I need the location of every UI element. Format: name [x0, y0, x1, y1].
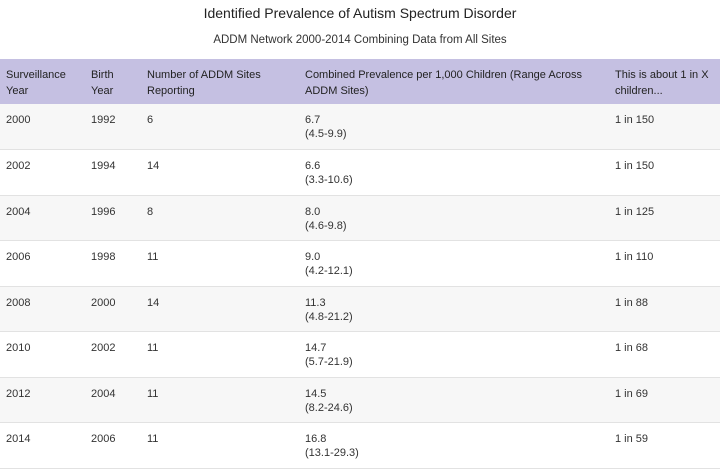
header-one-in-x: This is about 1 in X children... [615, 69, 709, 97]
header-birth-year: Birth Year [91, 69, 114, 97]
header-surveillance-year: Surveillance Year [6, 69, 66, 97]
cell-combined-prevalence [299, 423, 609, 469]
cell-sites-reporting: 11 [147, 387, 159, 400]
prevalence-value: 6.6 [305, 160, 321, 172]
prevalence-range: (3.3-10.6) [305, 174, 353, 186]
cell-one-in-x: 1 in 88 [615, 296, 649, 309]
cell-sites-reporting: 6 [147, 114, 154, 126]
table-row [0, 195, 720, 241]
cell-combined-prevalence [299, 150, 609, 196]
table-row [0, 150, 720, 196]
cell-birth-year: 2002 [91, 342, 116, 354]
prevalence-range: (4.8-21.2) [305, 310, 353, 323]
cell-birth-year: 2000 [91, 296, 116, 309]
cell-one-in-x: 1 in 125 [615, 205, 655, 218]
cell-combined-prevalence [299, 332, 609, 378]
cell-surveillance-year: 2004 [6, 205, 31, 218]
cell-birth-year: 2006 [91, 433, 116, 445]
cell-birth-year: 1992 [91, 114, 116, 126]
cell-combined-prevalence [299, 241, 609, 287]
prevalence-range: (5.7-21.9) [305, 356, 353, 368]
table-row [0, 286, 720, 332]
table-row [0, 241, 720, 287]
cell-sites-reporting: 11 [147, 342, 159, 354]
cell-one-in-x: 1 in 68 [615, 342, 649, 354]
cell-surveillance-year: 2010 [6, 342, 31, 354]
cell-one-in-x: 1 in 59 [615, 433, 649, 445]
cell-surveillance-year: 2014 [6, 433, 31, 445]
table-row [0, 377, 720, 423]
cell-birth-year: 1998 [91, 251, 116, 263]
cell-birth-year: 1996 [91, 205, 116, 218]
cell-surveillance-year: 2008 [6, 296, 31, 309]
table-row [0, 332, 720, 378]
prevalence-value: 14.5 [305, 387, 327, 400]
cell-one-in-x: 1 in 69 [615, 387, 649, 400]
cell-birth-year: 1994 [91, 160, 116, 172]
cell-surveillance-year: 2012 [6, 387, 31, 400]
cell-one-in-x: 1 in 110 [615, 251, 654, 263]
table-title: Identified Prevalence of Autism Spectrum Disorder [203, 5, 517, 21]
prevalence-value: 14.7 [305, 342, 327, 354]
cell-combined-prevalence [299, 195, 609, 241]
prevalence-value: 16.8 [305, 433, 327, 445]
cell-combined-prevalence [299, 104, 609, 150]
header-combined-prevalence: Combined Prevalence per 1,000 Children (Range Across ADDM Sites) [305, 69, 582, 97]
cell-sites-reporting: 14 [147, 160, 160, 172]
cell-sites-reporting: 14 [147, 296, 160, 309]
prevalence-value: 11.3 [305, 296, 326, 309]
prevalence-value: 8.0 [305, 205, 321, 218]
prevalence-table [0, 59, 720, 469]
table-subtitle: ADDM Network 2000-2014 Combining Data from All Sites [213, 34, 507, 46]
cell-sites-reporting: 11 [147, 251, 159, 263]
cell-combined-prevalence [299, 377, 609, 423]
prevalence-range: (8.2-24.6) [305, 401, 353, 414]
cell-surveillance-year: 2006 [6, 251, 31, 263]
cell-sites-reporting: 11 [147, 433, 159, 445]
prevalence-range: (13.1-29.3) [305, 447, 359, 459]
cell-combined-prevalence [299, 286, 609, 332]
cell-sites-reporting: 8 [147, 205, 154, 218]
cell-surveillance-year: 2002 [6, 160, 31, 172]
cell-birth-year: 2004 [91, 387, 116, 400]
header-sites-reporting: Number of ADDM Sites Reporting [147, 69, 261, 97]
cell-one-in-x: 1 in 150 [615, 160, 655, 172]
table-row [0, 423, 720, 469]
cell-surveillance-year: 2000 [6, 114, 31, 126]
cell-one-in-x: 1 in 150 [615, 114, 655, 126]
table-body [0, 104, 720, 468]
prevalence-value: 6.7 [305, 114, 321, 126]
header-row [0, 59, 720, 104]
prevalence-range: (4.6-9.8) [305, 219, 347, 232]
prevalence-value: 9.0 [305, 251, 321, 263]
table-row [0, 104, 720, 150]
prevalence-range: (4.2-12.1) [305, 265, 353, 277]
prevalence-range: (4.5-9.9) [305, 128, 347, 140]
